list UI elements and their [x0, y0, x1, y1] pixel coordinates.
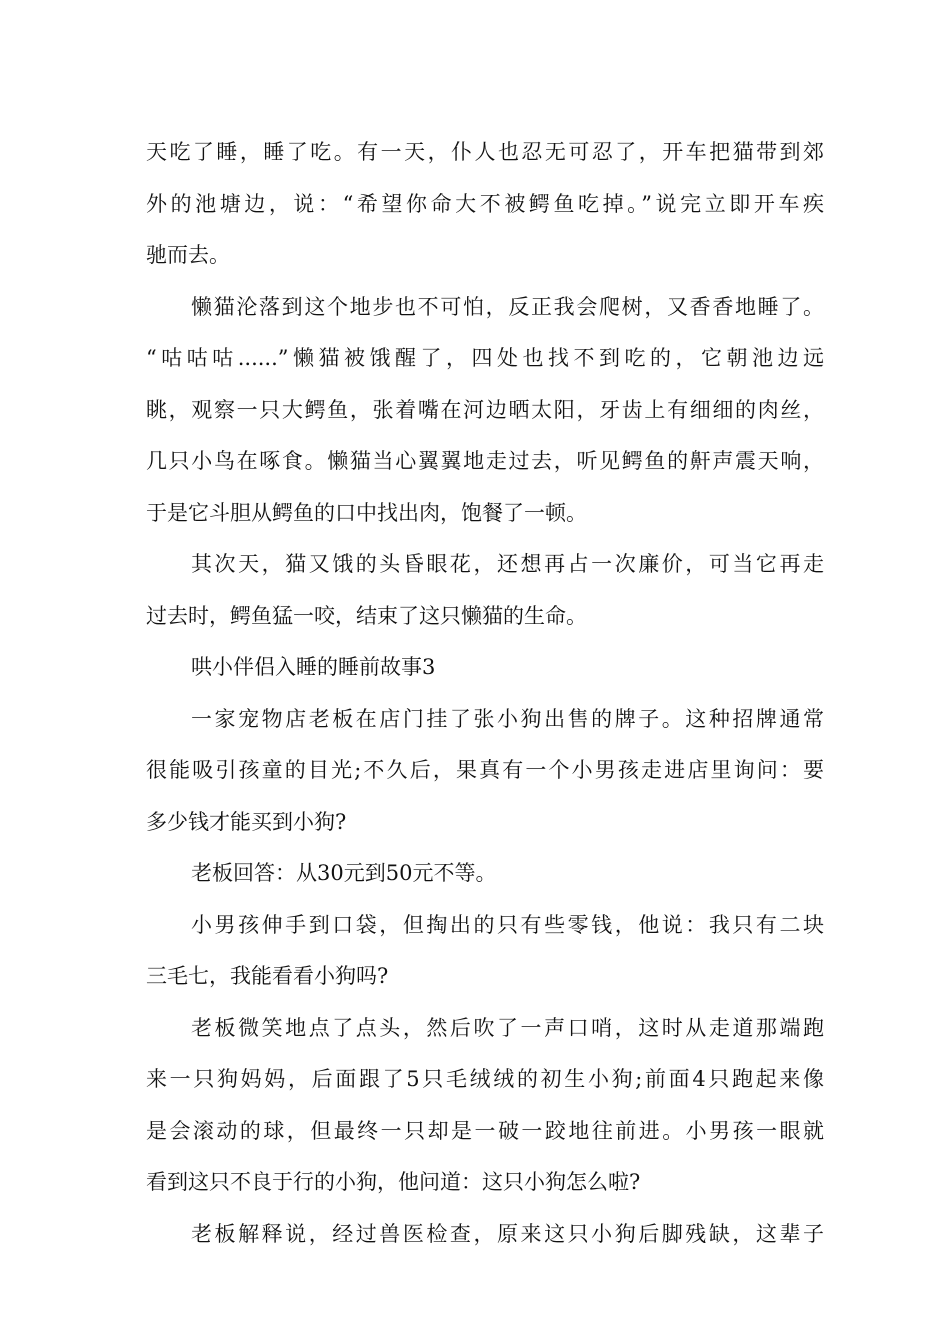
text-line: 多少钱才能买到小狗? [146, 809, 347, 834]
text-line: 天吃了睡，睡了吃。有一天，仆人也忍无可忍了，开车把猫带到郊 [146, 140, 824, 164]
text-line: 来一只狗妈妈，后面跟了5只毛绒绒的初生小狗;前面4只跑起来像 [146, 1067, 824, 1091]
section-heading: 哄小伴侣入睡的睡前故事3 [191, 655, 436, 679]
text-line: 三毛七，我能看看小狗吗? [146, 964, 389, 988]
text-line: 是会滚动的球，但最终一只却是一破一跤地往前进。小男孩一眼就 [146, 1118, 824, 1143]
story-text [146, 127, 824, 1260]
paragraph-first-line: 懒猫沦落到这个地步也不可怕，反正我会爬树，又香香地睡了。 [191, 294, 824, 319]
text-line: 外的池塘边，说：“希望你命大不被鳄鱼吃掉。”说完立即开车疾 [146, 191, 824, 216]
paragraph-first-line: 其次天，猫又饿的头昏眼花，还想再占一次廉价，可当它再走 [191, 552, 824, 576]
text-line: 眺，观察一只大鳄鱼，张着嘴在河边晒太阳，牙齿上有细细的肉丝， [146, 397, 824, 422]
text-line: 驰而去。 [146, 243, 230, 267]
paragraph-first-line: 一家宠物店老板在店门挂了张小狗出售的牌子。这种招牌通常 [191, 706, 824, 731]
paragraph-first-line: 老板解释说，经过兽医检查，原来这只小狗后脚残缺，这辈子 [191, 1221, 824, 1246]
text-line: “咕咕咕......”懒猫被饿醒了，四处也找不到吃的，它朝池边远 [146, 346, 824, 370]
text-line: 过去时，鳄鱼猛一咬，结束了这只懒猫的生命。 [146, 603, 587, 628]
text-line: 于是它斗胆从鳄鱼的口中找出肉，饱餐了一顿。 [146, 500, 587, 525]
text-line: 几只小鸟在啄食。懒猫当心翼翼地走过去，听见鳄鱼的鼾声震天响， [146, 449, 824, 473]
paragraph-first-line: 小男孩伸手到口袋，但掏出的只有些零钱，他说：我只有二块 [191, 912, 824, 937]
text-line: 很能吸引孩童的目光;不久后，果真有一个小男孩走进店里询问：要 [146, 758, 824, 782]
text-line: 看到这只不良于行的小狗，他问道：这只小狗怎么啦? [146, 1170, 641, 1194]
paragraph-first-line: 老板回答：从30元到50元不等。 [191, 861, 497, 885]
paragraph-first-line: 老板微笑地点了点头，然后吹了一声口哨，这时从走道那端跑 [191, 1015, 824, 1040]
